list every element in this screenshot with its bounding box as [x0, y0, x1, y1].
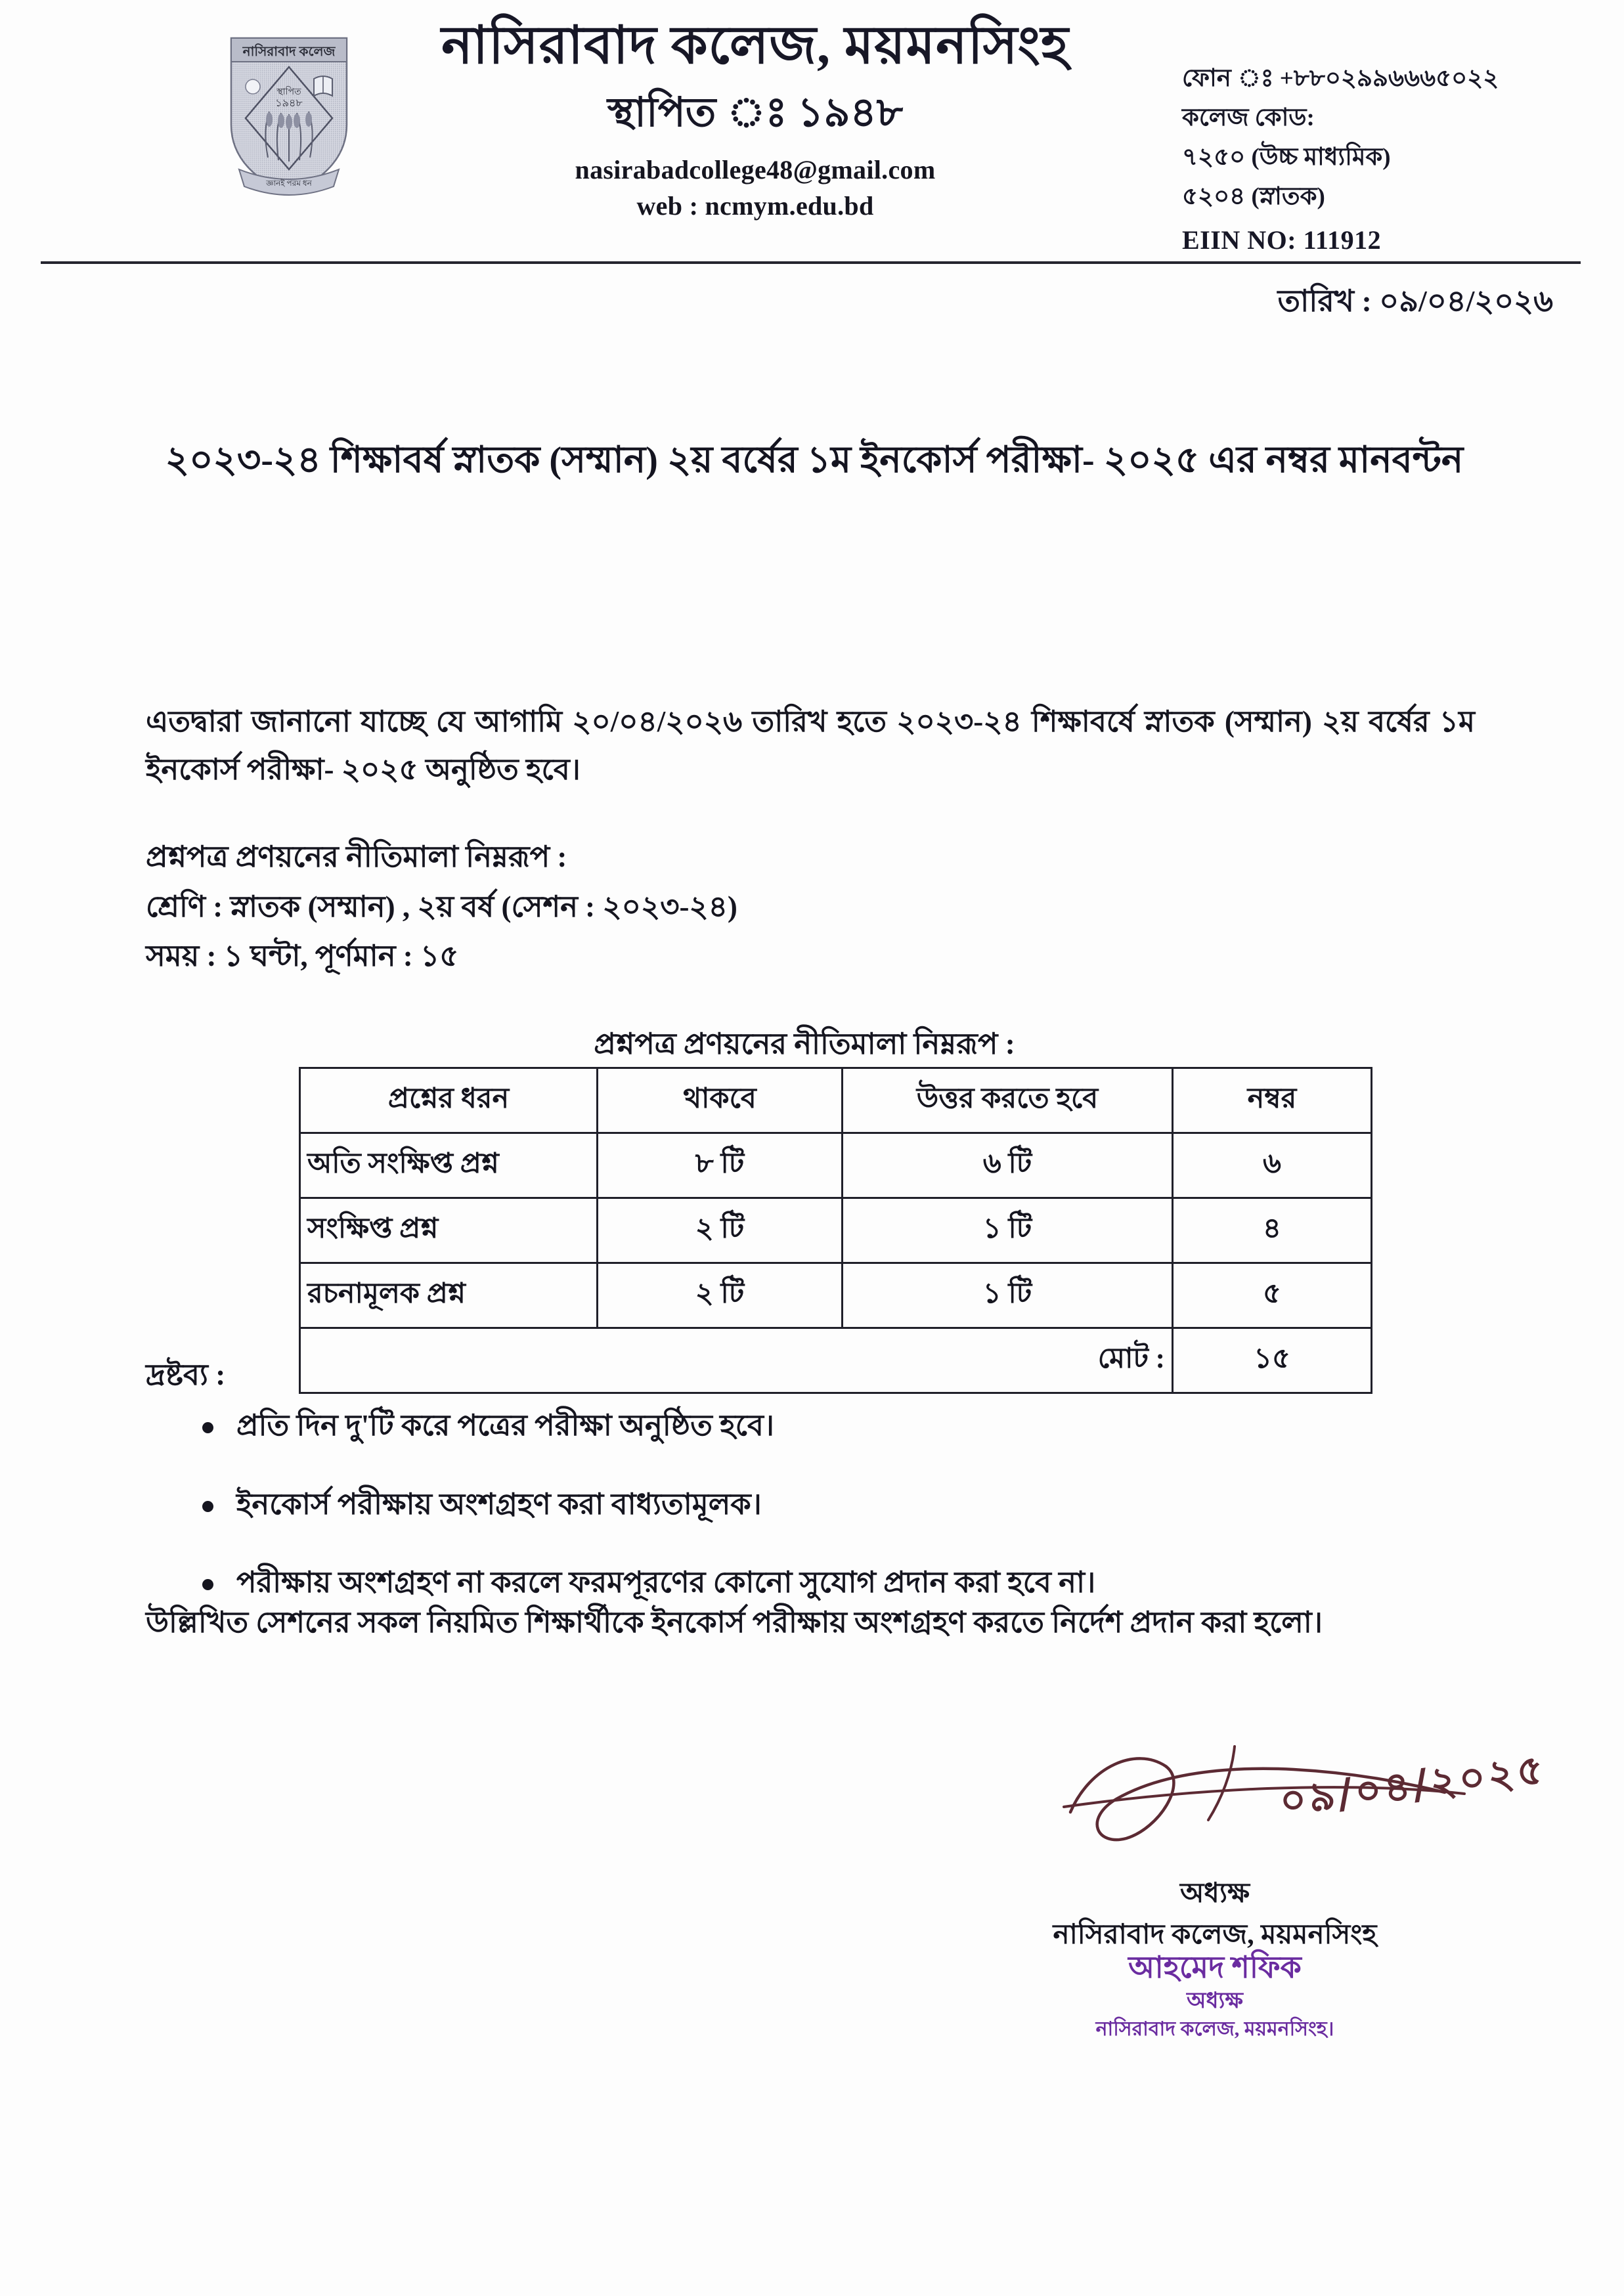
signatory-title: অধ্যক্ষ [1179, 1878, 1250, 1909]
table-row [300, 1133, 1372, 1198]
column-header-available: থাকবে [598, 1068, 843, 1133]
policy-heading: প্রশ্নপত্র প্রণয়নের নীতিমালা নিম্নরূপ : [146, 840, 567, 873]
letterhead [0, 12, 1624, 255]
header-divider [41, 261, 1581, 264]
total-label: মোট : [300, 1328, 1173, 1393]
svg-text:স্থাপিত: স্থাপিত [276, 87, 301, 97]
cell-marks: ৬ [1173, 1133, 1372, 1198]
cell-available: ২ টি [598, 1198, 843, 1263]
cell-marks: ৪ [1173, 1198, 1372, 1263]
intro-paragraph: এতদ্বারা জানানো যাচ্ছে যে আগামি ২০/০৪/২০২৬ তারিখ হতে ২০২৩-২৪ শিক্ষাবর্ষে স্নাতক (সম্মান) ২য় বর্ষের ১ম ইনকোর্স পরীক্ষা- ২০২৫ অনুষ্ঠিত হবে। [146, 705, 1475, 786]
notes-heading: দ্রষ্টব্য : [146, 1358, 226, 1391]
table-caption: প্রশ্নপত্র প্রণয়নের নীতিমালা নিম্নরূপ : [594, 1028, 1015, 1060]
handwritten-date: ০৯/০৪/২০২৫ [1277, 1744, 1548, 1825]
policy-block [146, 833, 1131, 982]
cell-to-answer: ১ টি [843, 1263, 1173, 1328]
table-total-row [300, 1328, 1372, 1393]
policy-time-line: সময় : ১ ঘন্টা, পূর্ণমান : ১৫ [146, 940, 459, 973]
cell-question-type: অতি সংক্ষিপ্ত প্রশ্ন [300, 1133, 598, 1198]
principal-stamp [1011, 1951, 1418, 2041]
svg-text:জ্ঞানই পরম ধন: জ্ঞানই পরম ধন [266, 179, 312, 188]
college-code-label: কলেজ কোড: [1182, 104, 1315, 131]
table-row [300, 1263, 1372, 1328]
signature-block [1011, 1720, 1589, 2048]
college-code-degree: ৫২০৪ (স্নাতক) [1182, 183, 1325, 210]
established-year: স্থাপিত ঃ ১৯৪৮ [607, 90, 904, 135]
college-email: nasirabadcollege48@gmail.com [575, 155, 936, 185]
college-identity [387, 18, 1123, 221]
marks-distribution-table [299, 1067, 1372, 1394]
column-header-marks: নম্বর [1173, 1068, 1372, 1133]
stamp-role: অধ্যক্ষ [1187, 1988, 1243, 2013]
svg-text:নাসিরাবাদ কলেজ: নাসিরাবাদ কলেজ [242, 45, 336, 59]
cell-to-answer: ৬ টি [843, 1133, 1173, 1198]
list-item: ইনকোর্স পরীক্ষায় অংশগ্রহণ করা বাধ্যতামূলক। [236, 1483, 1524, 1527]
contact-details [1182, 59, 1602, 262]
crest-icon [217, 26, 361, 204]
page-title: ২০২৩-২৪ শিক্ষাবর্ষ স্নাতক (সম্মান) ২য় বর্ষের ১ম ইনকোর্স পরীক্ষা- ২০২৫ এর নম্বর মানবন্টন [165, 440, 1464, 481]
cell-available: ৮ টি [598, 1133, 843, 1198]
phone-number: ফোন ঃ +৮৮০২৯৯৬৬৬৫০২২ [1182, 65, 1499, 92]
svg-text:১৯৪৮: ১৯৪৮ [275, 98, 303, 109]
column-header-to-answer: উত্তর করতে হবে [843, 1068, 1173, 1133]
list-item: প্রতি দিন দু'টি করে পত্রের পরীক্ষা অনুষ্ঠিত হবে। [236, 1404, 1524, 1448]
table-row [300, 1198, 1372, 1263]
college-website: web : ncmym.edu.bd [636, 191, 874, 221]
column-header-question-type: প্রশ্নের ধরন [300, 1068, 598, 1133]
cell-to-answer: ১ টি [843, 1198, 1173, 1263]
signatory-college: নাসিরাবাদ কলেজ, ময়মনসিংহ [1053, 1920, 1377, 1950]
policy-class-line: শ্রেণি : স্নাতক (সম্মান) , ২য় বর্ষ (সেশন : ২০২৩-২৪) [146, 890, 737, 923]
eiin-number: EIIN NO: 111912 [1182, 225, 1382, 255]
college-logo [217, 26, 361, 204]
closing-paragraph: উল্লিখিত সেশনের সকল নিয়মিত শিক্ষার্থীকে ইনকোর্স পরীক্ষায় অংশগ্রহণ করতে নির্দেশ প্রদান করা হলো। [146, 1606, 1323, 1639]
document-date: তারিখ : ০৯/০৪/২০২৬ [1277, 284, 1553, 318]
cell-question-type: রচনামূলক প্রশ্ন [300, 1263, 598, 1328]
cell-marks: ৫ [1173, 1263, 1372, 1328]
total-value: ১৫ [1173, 1328, 1372, 1393]
stamp-name: আহমেদ শফিক [1128, 1951, 1302, 1984]
table-header-row [300, 1068, 1372, 1133]
list-item: পরীক্ষায় অংশগ্রহণ না করলে ফরমপূরণের কোনো সুযোগ প্রদান করা হবে না। [236, 1561, 1524, 1605]
cell-available: ২ টি [598, 1263, 843, 1328]
stamp-place: নাসিরাবাদ কলেজ, ময়মনসিংহ। [1095, 2018, 1334, 2041]
college-code-hsc: ৭২৫০ (উচ্চ মাধ্যমিক) [1182, 143, 1391, 171]
college-name: নাসিরাবাদ কলেজ, ময়মনসিংহ [441, 17, 1069, 75]
cell-question-type: সংক্ষিপ্ত প্রশ্ন [300, 1198, 598, 1263]
